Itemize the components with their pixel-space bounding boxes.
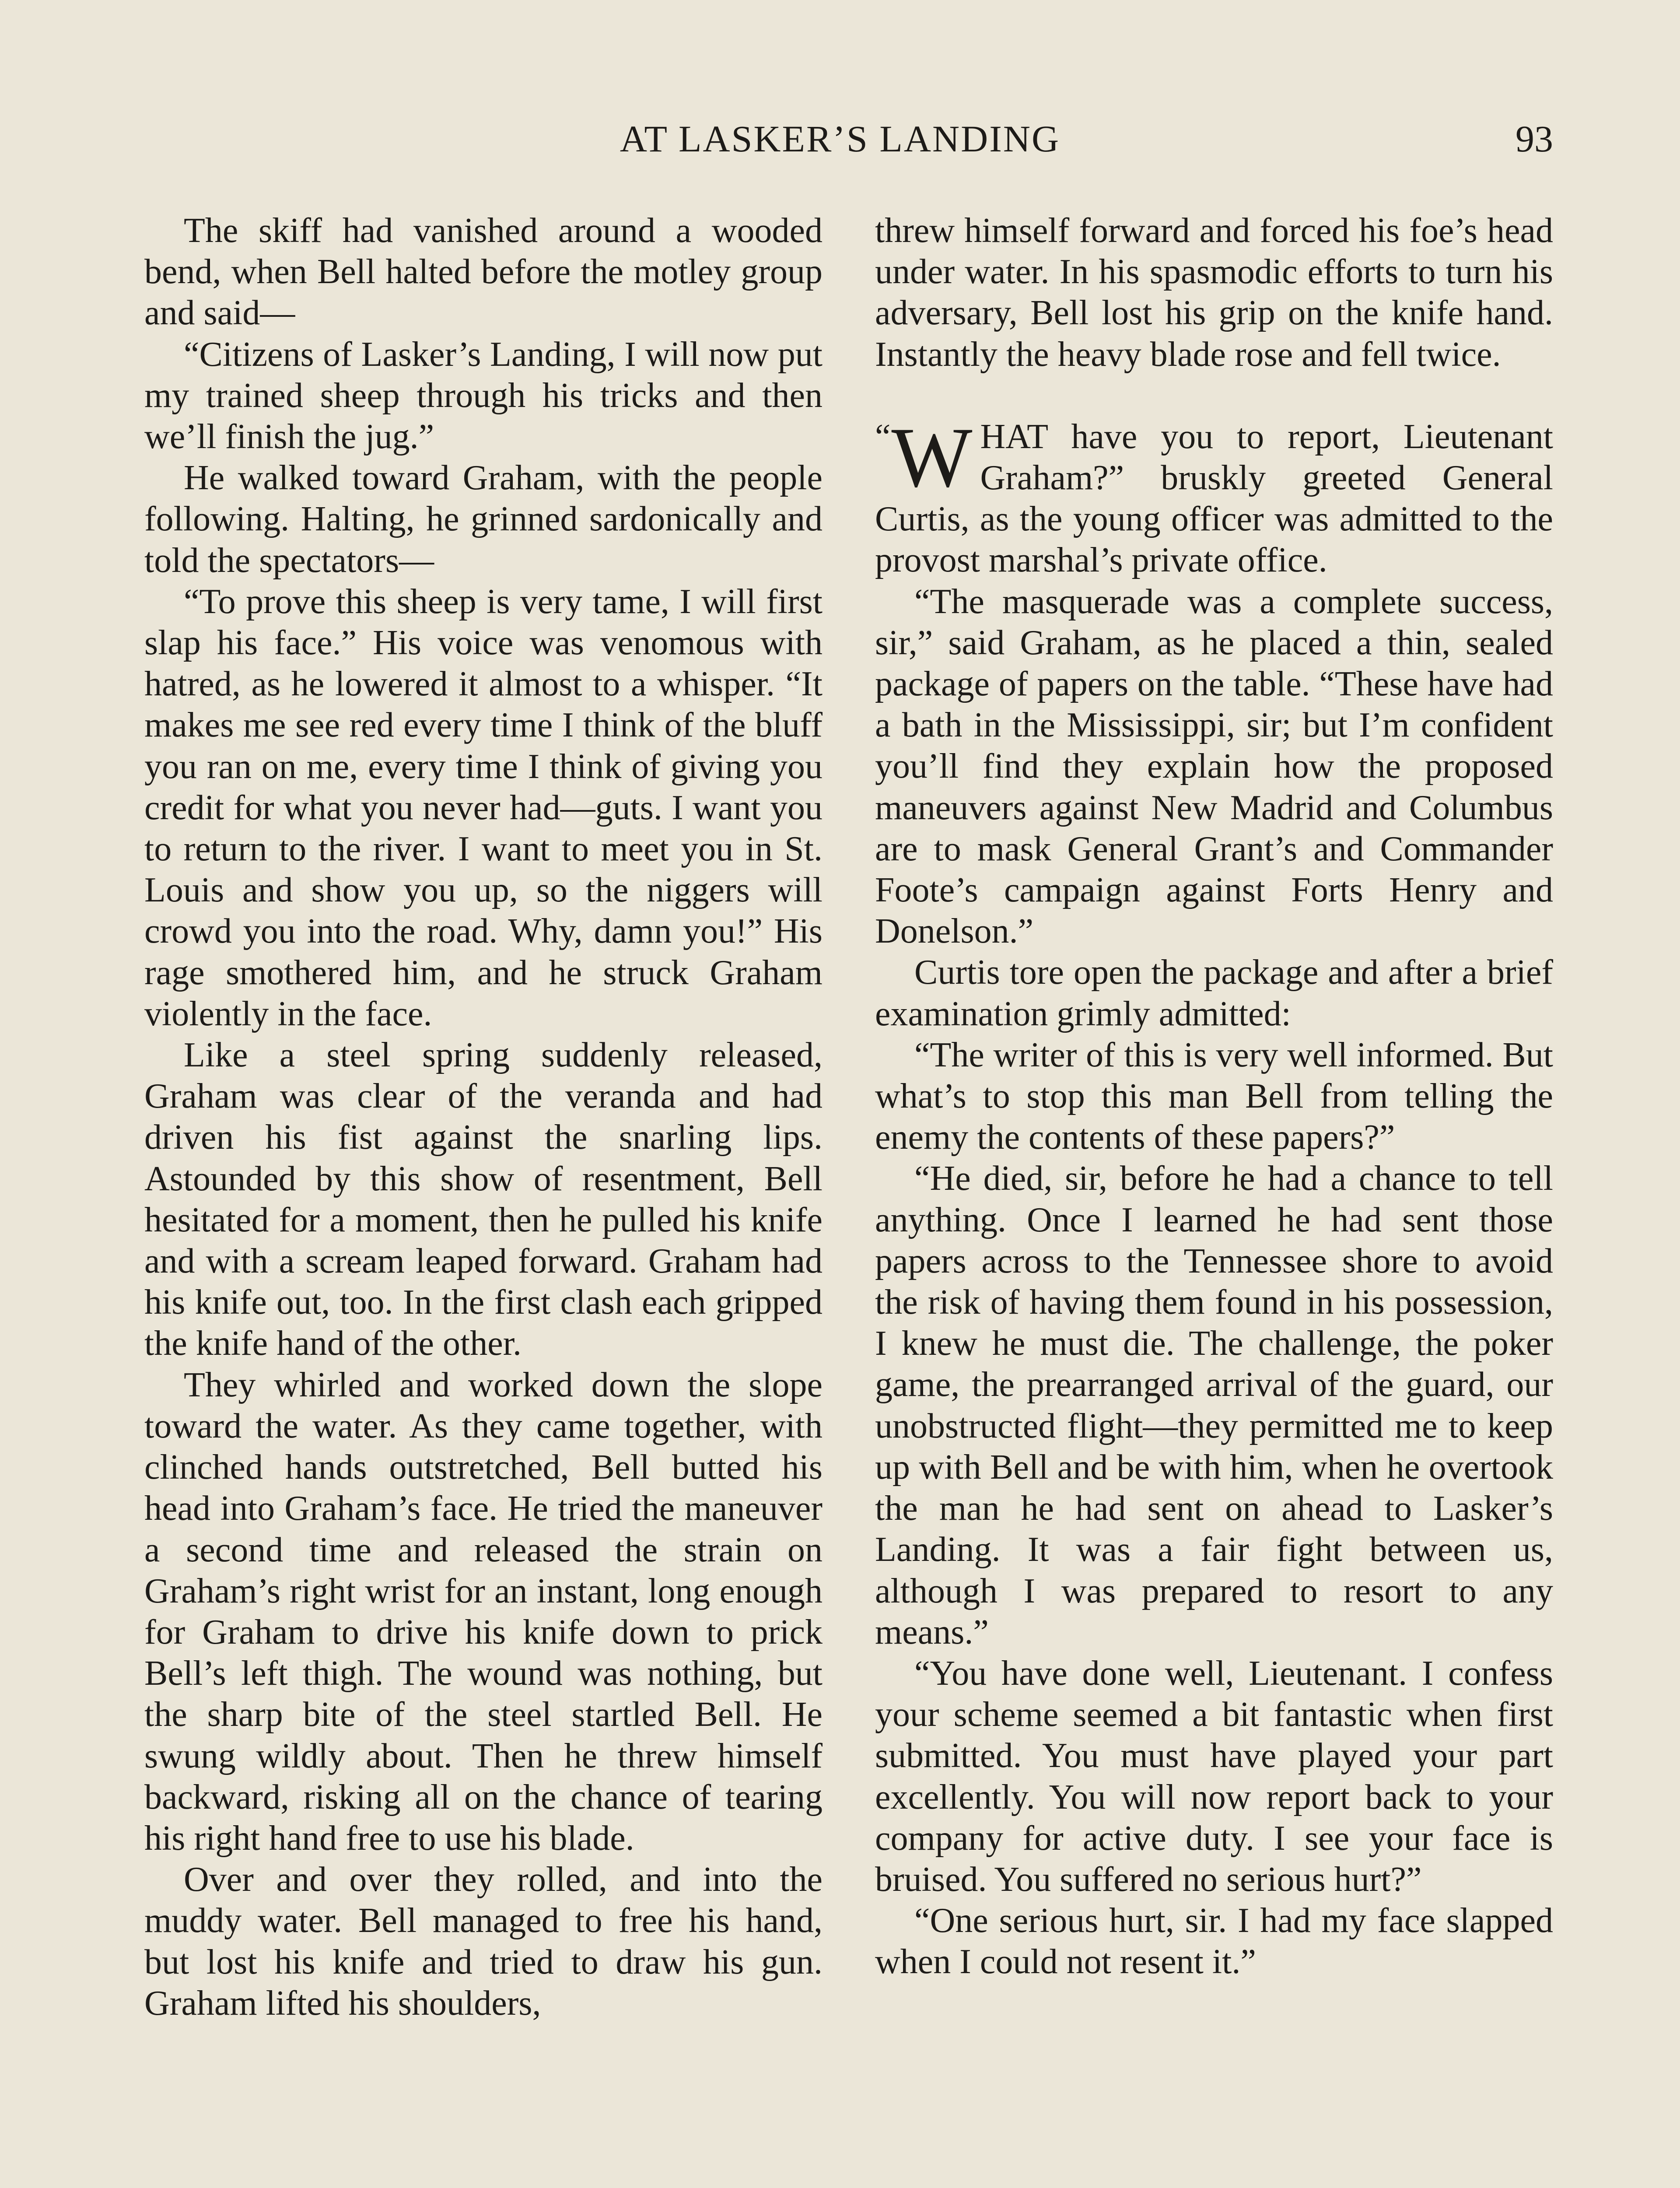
paragraph: “The writer of this is very well informed. But what’s to stop this man Bell from telling the enemy the contents of these papers?”: [875, 1035, 1553, 1157]
paragraph: They whirled and worked down the slope toward the water. As they came together, with clinched hands outstretched, Bell butted his head into Graham’s face. He tried the maneuver a second time and released the strain on Graham’s right wrist for an instant, long enough for Graham to drive his knife down to prick Bell’s left thigh. The wound was nothing, but the sharp bite of the steel startled Bell. He swung wildly about. Then he threw himself backward, risking all on the chance of tearing his right hand free to use his blade.: [144, 1365, 822, 1858]
paragraph: Like a steel spring suddenly released, Graham was clear of the veranda and had driven his fist against the snarling lips. Astounded by this show of resentment, Bell hesitated for a moment, then he pulled his knife and with a scream leaped forward. Graham had his knife out, too. In the first clash each gripped the knife hand of the other.: [144, 1036, 822, 1363]
running-title: AT LASKER’S LANDING: [620, 118, 1060, 160]
paragraph: “He died, sir, before he had a chance to tell anything. Once I learned he had sent those papers across to the Tennessee shore to avoid the risk of having them found in his possession, I knew he must die. The challenge, the poker game, the prearranged arrival of the guard, our unobstructed flight—they permitted me to keep up with Bell and be with him, when he overtook the man he had sent on ahead to Lasker’s Landing. It was a fair fight between us, although I was prepared to resort to any means.”: [875, 1159, 1553, 1652]
paragraph: The skiff had vanished around a wooded bend, when Bell halted before the motley group and said—: [144, 211, 822, 333]
opening-quote-mark: “: [875, 417, 891, 456]
section-opening-text: HAT have you to report, Lieutenant Graham?” bruskly greeted General Curtis, as the young officer was admitted to the provost marshal’s private office.: [875, 417, 1553, 580]
page-number: 93: [1516, 118, 1553, 160]
paragraph: He walked toward Graham, with the people following. Halting, he grinned sardonically and told the spectators—: [144, 459, 822, 580]
drop-cap: W: [891, 410, 973, 505]
paragraph: “The masquerade was a complete success, sir,” said Graham, as he placed a thin, sealed package of papers on the table. “These have had a bath in the Mississippi, sir; but I’m confident you’ll find they explain how the proposed maneuvers against New Madrid and Columbus are to mask General Grant’s and Commander Foote’s campaign against Forts Henry and Donelson.”: [875, 582, 1553, 951]
paragraph: “Citizens of Lasker’s Landing, I will now put my trained sheep through his tricks and then we’ll finish the jug.”: [144, 335, 822, 456]
paragraph: “To prove this sheep is very tame, I will first slap his face.” His voice was venomous with hatred, as he lowered it almost to a whisper. “It makes me see red every time I think of the bluff you ran on me, every time I think of giving you credit for what you never had—guts. I want you to return to the river. I want to meet you in St. Louis and show you up, so the niggers will crowd you into the road. Why, damn you!” His rage smothered him, and he struck Graham violently in the face.: [144, 582, 822, 1033]
paragraph: Curtis tore open the package and after a brief examination grimly admitted:: [875, 953, 1553, 1033]
paragraph: “You have done well, Lieutenant. I confess your scheme seemed a bit fantastic when first submitted. You must have played your part excellently. You will now report back to your company for active duty. I see your face is bruised. You suffered no serious hurt?”: [875, 1654, 1553, 1899]
right-column: [875, 210, 1553, 1983]
paragraph: “One serious hurt, sir. I had my face slapped when I could not resent it.”: [875, 1901, 1553, 1981]
running-head: [0, 115, 1680, 163]
section-opening-paragraph: [875, 410, 1553, 581]
paragraph: Over and over they rolled, and into the muddy water. Bell managed to free his hand, but lost his knife and tried to draw his gun. Graham lifted his shoulders,: [144, 1860, 822, 2023]
continued-paragraph: threw himself forward and forced his foe’s head under water. In his spasmodic efforts to turn his adversary, Bell lost his grip on the knife hand. Instantly the heavy blade rose and fell twice.: [875, 211, 1553, 374]
left-column: [144, 210, 822, 2024]
